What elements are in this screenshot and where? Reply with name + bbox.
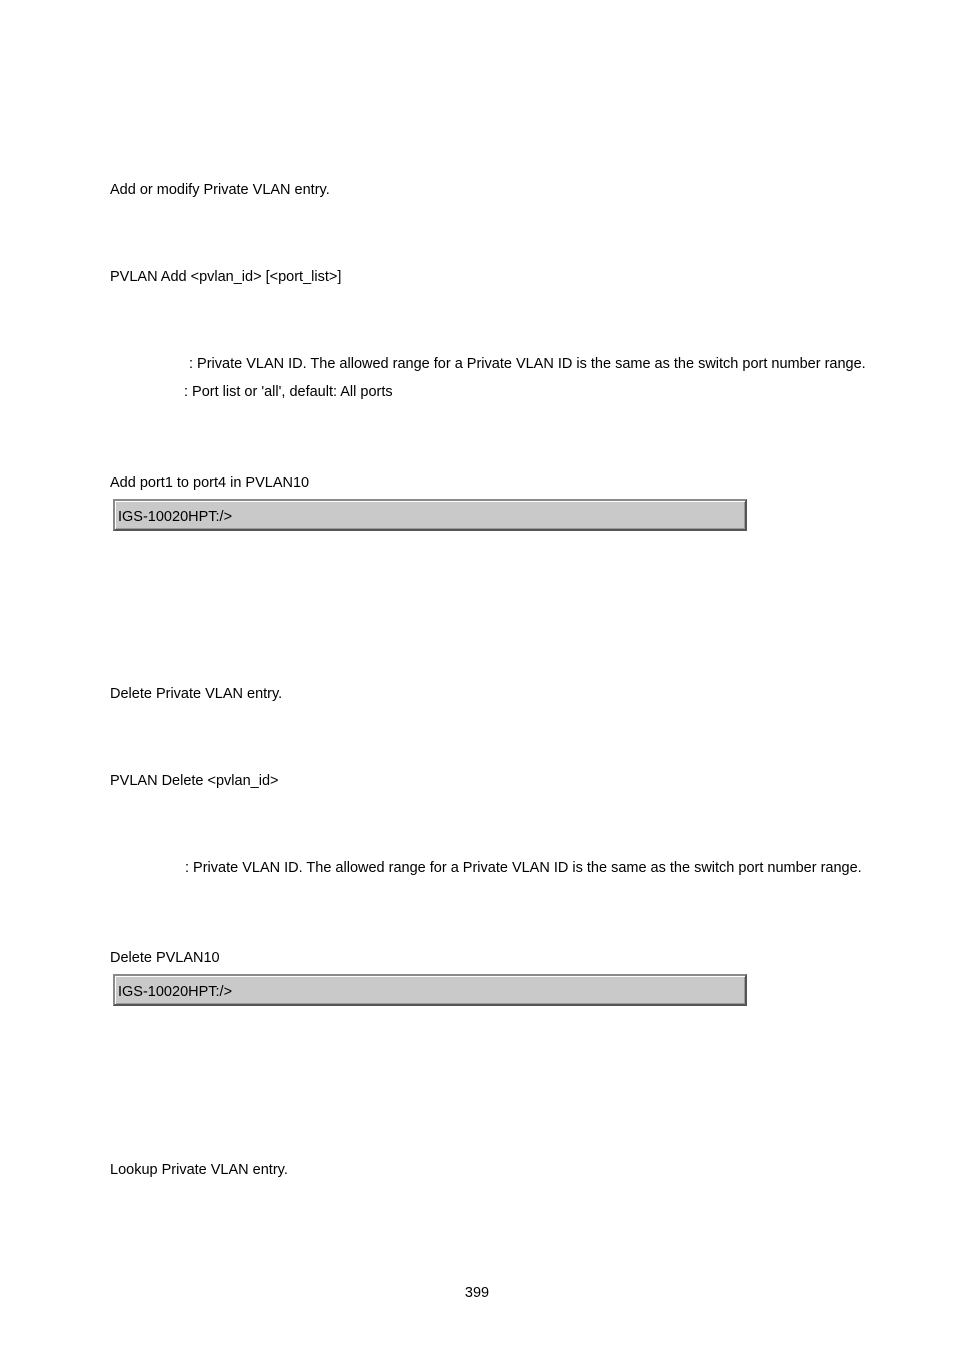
section-lookup-description: Lookup Private VLAN entry. (110, 1162, 288, 1178)
section-add-description: Add or modify Private VLAN entry. (110, 182, 330, 198)
section-delete-example-title: Delete PVLAN10 (110, 950, 220, 966)
section-add-param-port-list: : Port list or 'all', default: All ports (184, 384, 393, 400)
section-delete-param-pvlan-id: : Private VLAN ID. The allowed range for a Private VLAN ID is the same as the switch port number range. (185, 860, 862, 876)
section-add-param-pvlan-id: : Private VLAN ID. The allowed range for a Private VLAN ID is the same as the switch port number range. (189, 356, 866, 372)
section-add-syntax: PVLAN Add <pvlan_id> [<port_list>] (110, 269, 342, 285)
section-delete-console-box (113, 974, 747, 1006)
section-add-console-box (113, 499, 747, 531)
section-add-example-title: Add port1 to port4 in PVLAN10 (110, 475, 310, 491)
section-delete-console-prompt: IGS-10020HPT:/> (118, 984, 233, 1000)
section-add-console-prompt: IGS-10020HPT:/> (118, 509, 233, 525)
section-delete-description: Delete Private VLAN entry. (110, 686, 283, 702)
page-number: 399 (464, 1285, 490, 1301)
section-delete-syntax: PVLAN Delete <pvlan_id> (110, 773, 279, 789)
